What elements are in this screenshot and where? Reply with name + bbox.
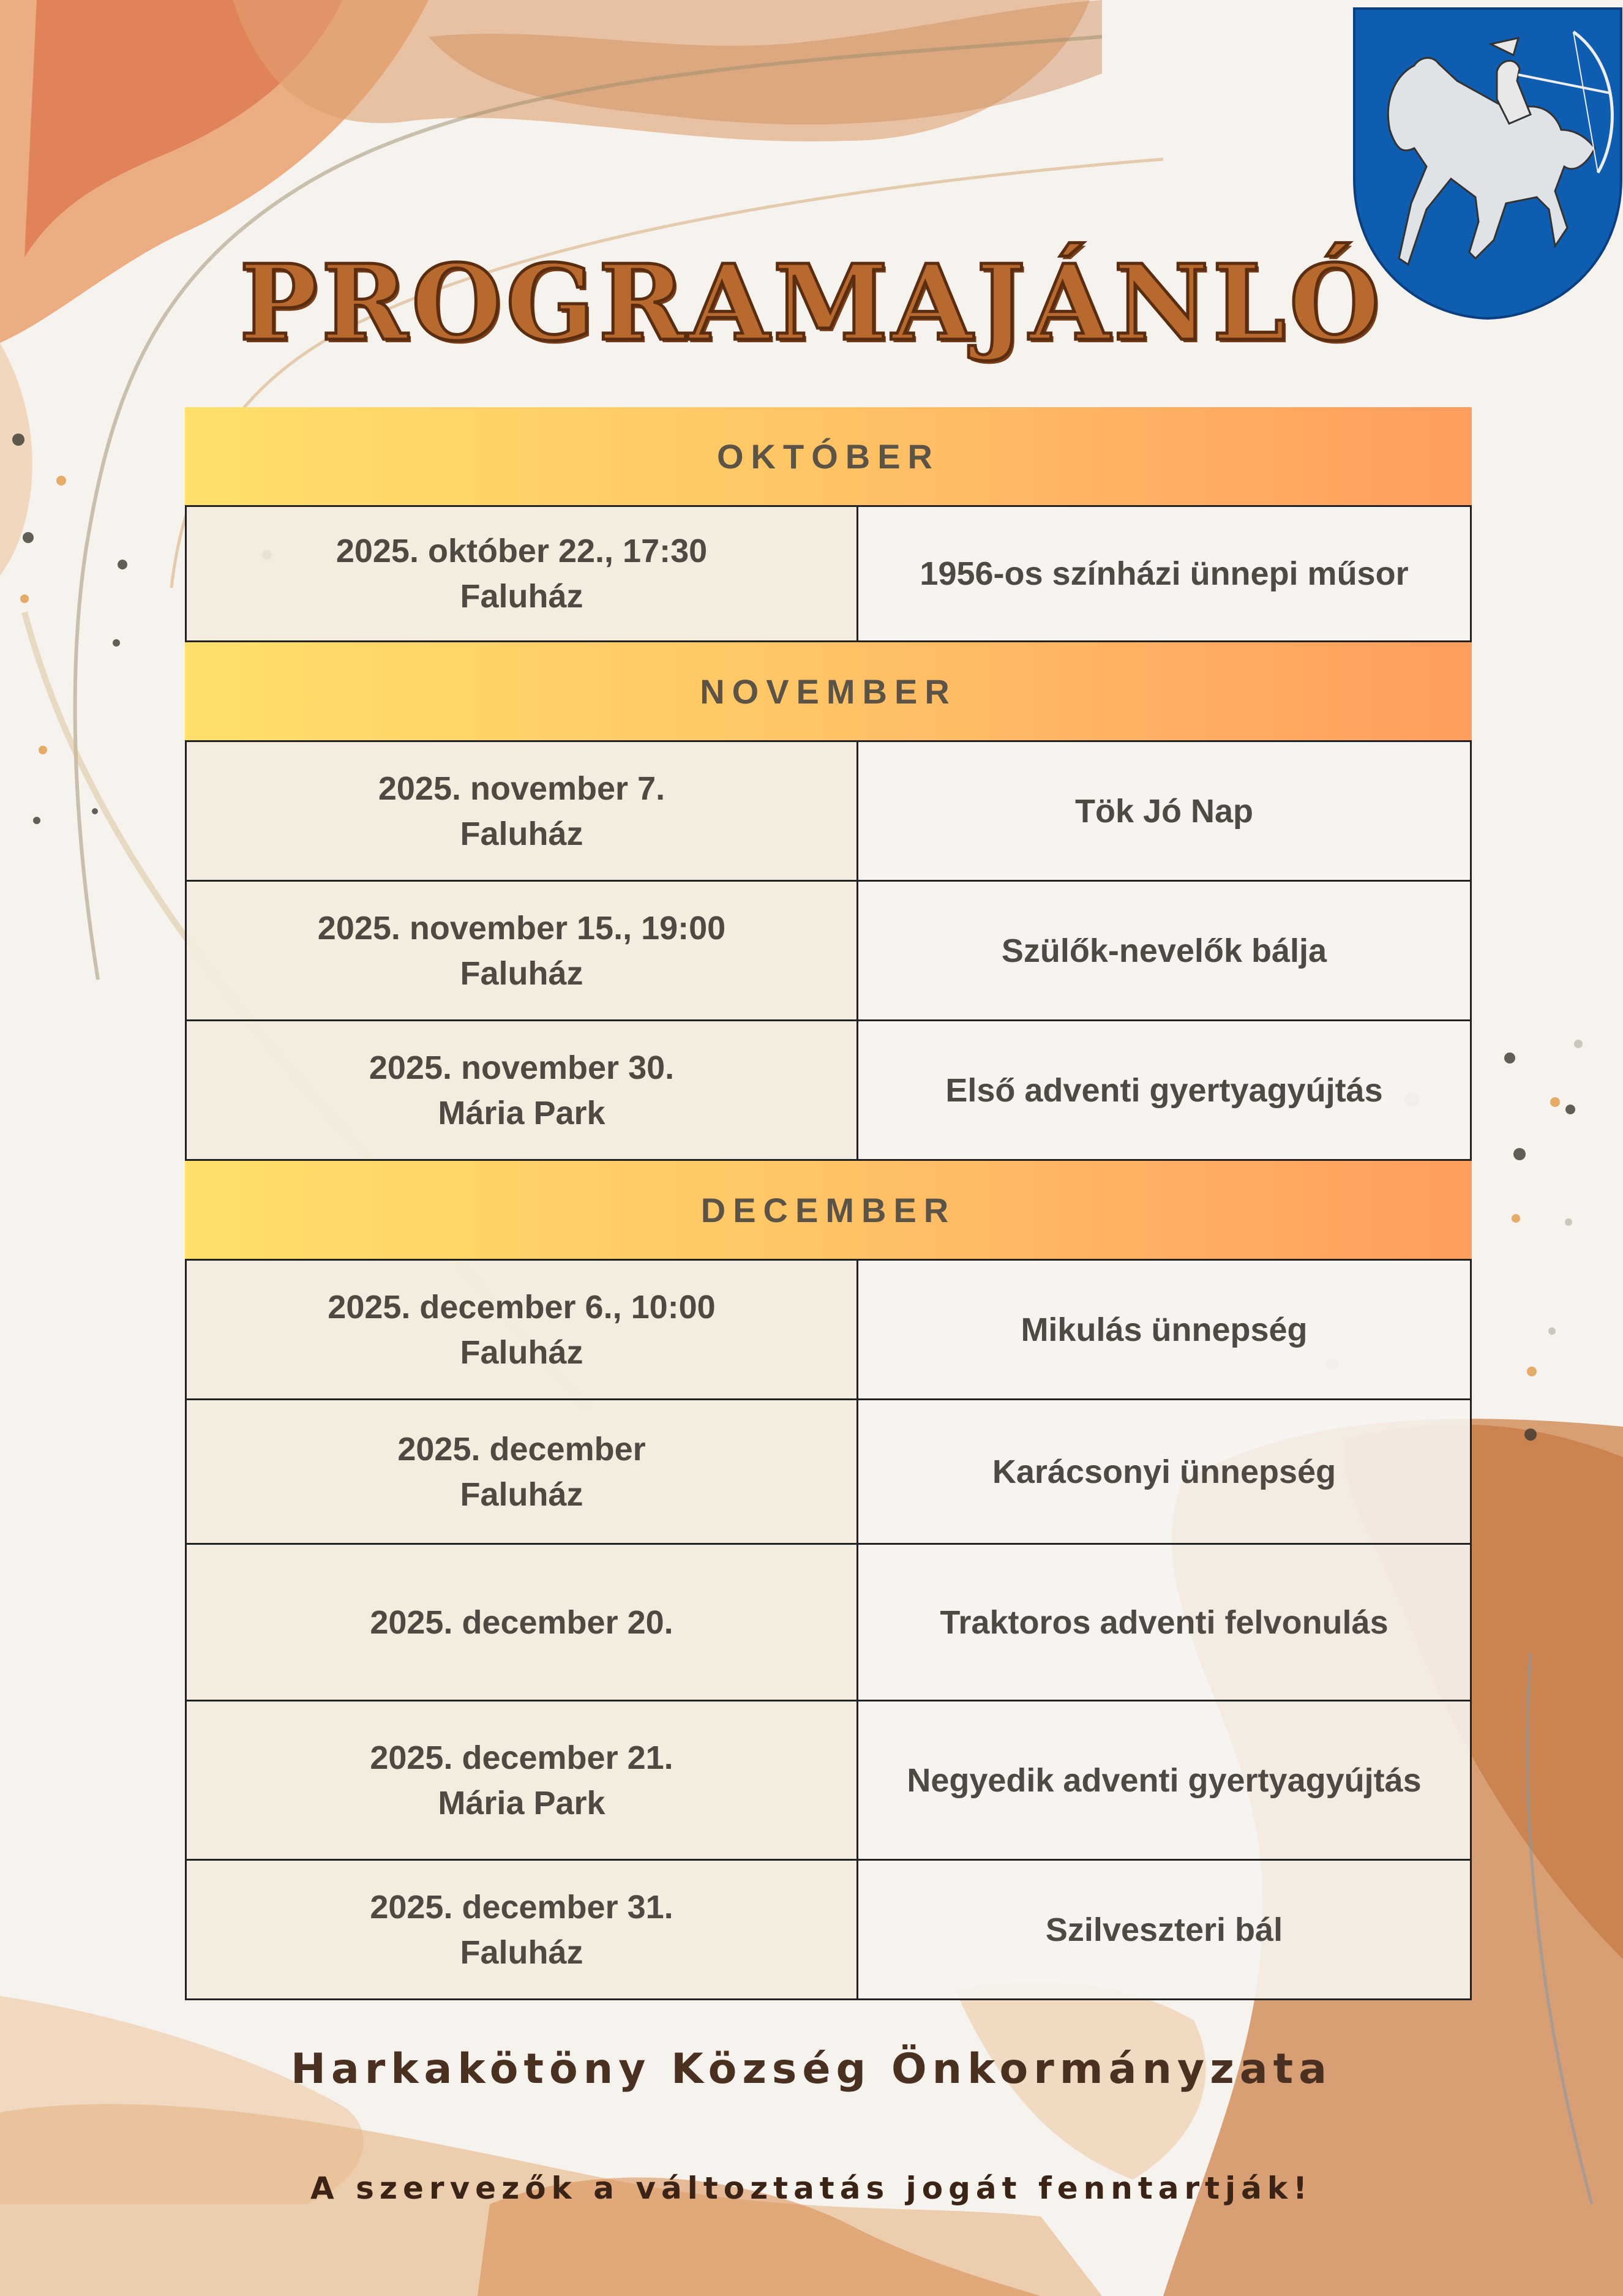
- event-row: [185, 1861, 1472, 2000]
- event-row: [185, 1545, 1472, 1701]
- event-date: 2025. december 20.: [370, 1604, 673, 1641]
- event-row: [185, 740, 1472, 882]
- event-date-cell: [187, 1701, 858, 1859]
- event-location: Faluház: [460, 1476, 583, 1513]
- event-row: [185, 1701, 1472, 1861]
- event-schedule: [185, 407, 1472, 2000]
- event-date-cell: [187, 1261, 858, 1398]
- event-date-cell: [187, 507, 858, 640]
- event-title: Szilveszteri bál: [858, 1861, 1470, 1998]
- event-date: 2025. december 6., 10:00: [328, 1288, 716, 1326]
- event-location: Faluház: [460, 1934, 583, 1971]
- event-date: 2025. november 7.: [378, 770, 665, 807]
- event-title: Traktoros adventi felvonulás: [858, 1545, 1470, 1700]
- month-header-november: NOVEMBER: [185, 642, 1472, 740]
- event-date-cell: [187, 1021, 858, 1159]
- event-location: Mária Park: [438, 1094, 605, 1131]
- event-date-cell: [187, 742, 858, 880]
- event-date-cell: [187, 1545, 858, 1700]
- event-date-cell: [187, 882, 858, 1019]
- month-header-october: OKTÓBER: [185, 407, 1472, 505]
- event-date: 2025. november 15., 19:00: [317, 909, 726, 947]
- event-row: [185, 1259, 1472, 1400]
- event-title: Szülők-nevelők bálja: [858, 882, 1470, 1019]
- event-date: 2025. december: [397, 1430, 646, 1468]
- event-title: Mikulás ünnepség: [858, 1261, 1470, 1398]
- event-row: [185, 1021, 1472, 1161]
- event-location: Faluház: [460, 955, 583, 992]
- event-location: Faluház: [460, 578, 583, 615]
- event-date-cell: [187, 1400, 858, 1543]
- disclaimer-note: A szervezők a változtatás jogát fenntartják!: [310, 2170, 1313, 2206]
- event-date: 2025. december 31.: [370, 1888, 673, 1926]
- event-date: 2025. október 22., 17:30: [335, 533, 708, 569]
- event-location: Faluház: [460, 1334, 583, 1371]
- organizer-name: Harkakötöny Község Önkormányzata: [290, 2045, 1333, 2093]
- event-date: 2025. december 21.: [370, 1739, 673, 1776]
- event-title: Tök Jó Nap: [858, 742, 1470, 880]
- event-title: 1956-os színházi ünnepi műsor: [858, 507, 1470, 640]
- event-location: Faluház: [460, 815, 583, 852]
- event-row: [185, 505, 1472, 642]
- event-row: [185, 882, 1472, 1021]
- event-location: Mária Park: [438, 1784, 605, 1821]
- month-header-december: DECEMBER: [185, 1161, 1472, 1259]
- event-title: Karácsonyi ünnepség: [858, 1400, 1470, 1543]
- event-date-cell: [187, 1861, 858, 1998]
- page-title: PROGRAMAJÁNLÓ: [239, 242, 1384, 364]
- event-date: 2025. november 30.: [369, 1049, 675, 1086]
- event-title: Első adventi gyertyagyújtás: [858, 1021, 1470, 1159]
- event-row: [185, 1400, 1472, 1545]
- event-title: Negyedik adventi gyertyagyújtás: [858, 1701, 1470, 1859]
